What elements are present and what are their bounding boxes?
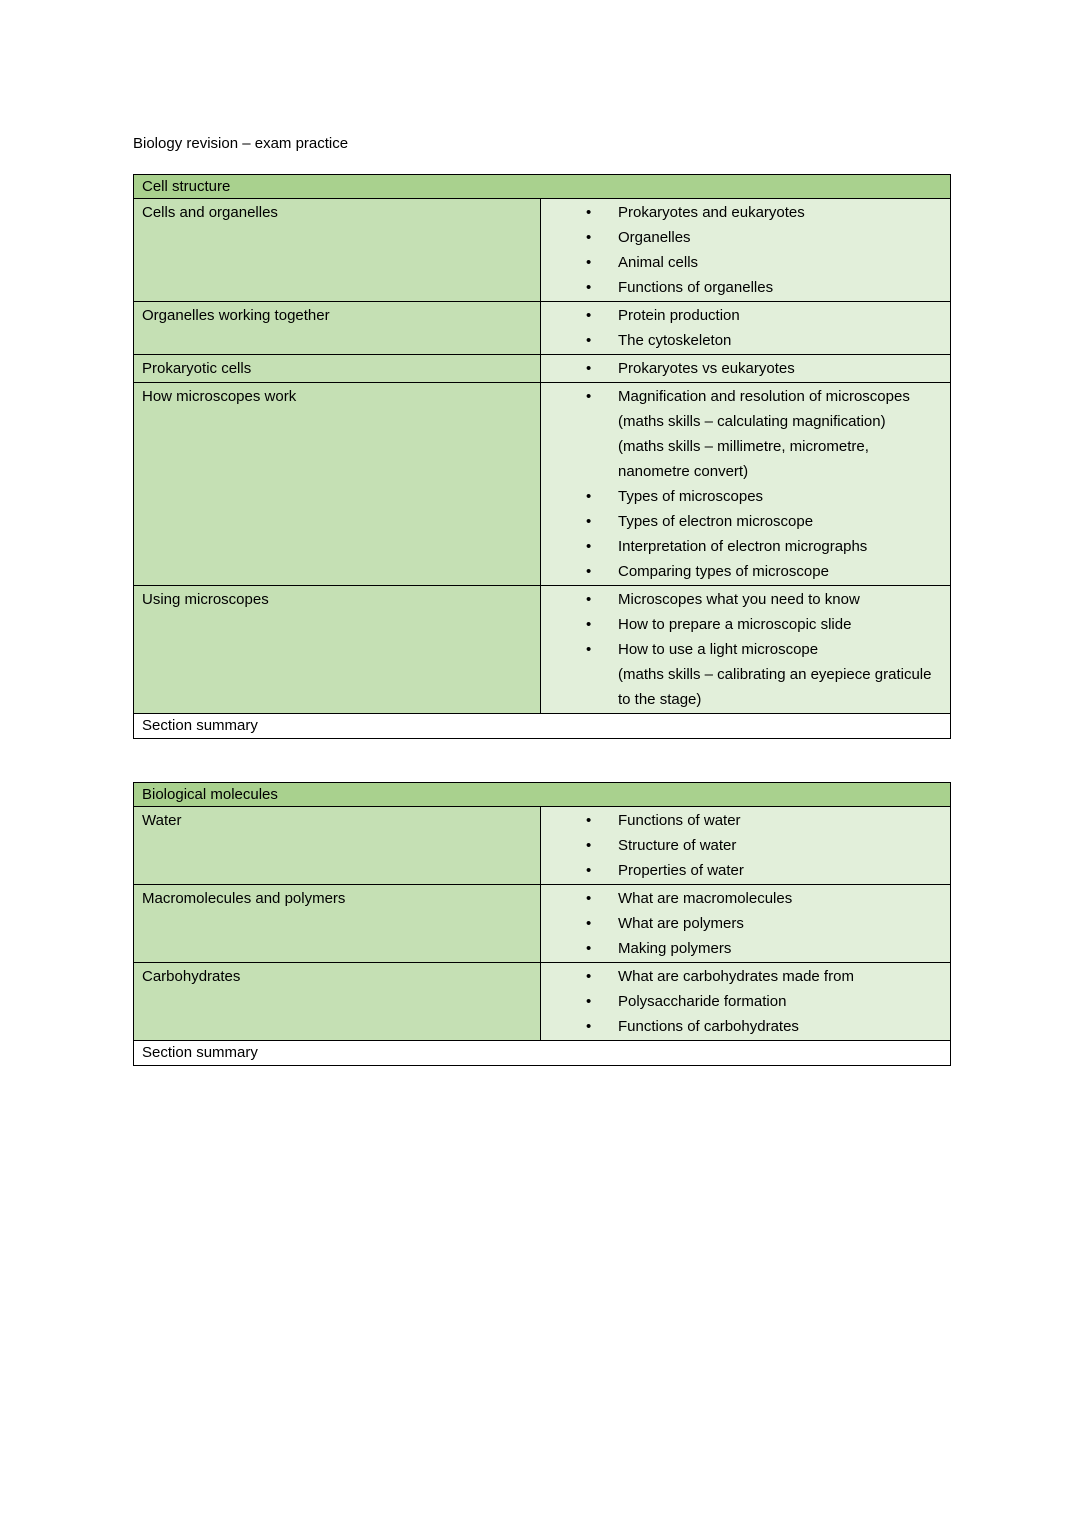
bullet-text: What are polymers	[618, 915, 744, 932]
topic-cell: Cells and organelles	[134, 199, 541, 302]
table-title: Cell structure	[134, 175, 951, 199]
bullet-item	[541, 936, 942, 961]
bullet-text: (maths skills – millimetre, micrometre, nanometre convert)	[618, 438, 869, 480]
bullet-icon: •	[586, 332, 592, 349]
bullet-item	[541, 200, 942, 225]
bullet-list	[541, 587, 942, 712]
bullet-text: Functions of water	[618, 812, 741, 829]
bullet-text: Functions of organelles	[618, 279, 774, 296]
bullet-item	[541, 328, 942, 353]
topic-table	[133, 174, 951, 739]
bullet-item	[541, 303, 942, 328]
bullet-item	[541, 384, 942, 484]
table-row	[134, 807, 951, 885]
bullet-text: The cytoskeleton	[618, 332, 732, 349]
table-row	[134, 586, 951, 714]
bullet-item	[541, 886, 942, 911]
bullet-item	[541, 637, 942, 712]
bullet-text: Protein production	[618, 307, 740, 324]
bullet-text: Prokaryotes vs eukaryotes	[618, 360, 795, 377]
bullet-text: Types of electron microscope	[618, 513, 814, 530]
bullet-text: What are carbohydrates made from	[618, 968, 854, 985]
bullet-icon: •	[586, 968, 592, 985]
bullet-item	[541, 911, 942, 936]
bullet-item	[541, 808, 942, 833]
bullet-icon: •	[586, 837, 592, 854]
document-title: Biology revision – exam practice	[133, 135, 349, 152]
table-row	[134, 885, 951, 963]
table-header-row	[134, 175, 951, 199]
bullet-icon: •	[586, 1018, 592, 1035]
bullets-cell	[541, 885, 951, 963]
bullet-icon: •	[586, 488, 592, 505]
bullet-text: Animal cells	[618, 254, 699, 271]
bullet-item	[541, 833, 942, 858]
bullet-text: (maths skills – calibrating an eyepiece graticule to the stage)	[618, 666, 932, 708]
bullet-item	[541, 484, 942, 509]
bullet-icon: •	[586, 563, 592, 580]
bullet-text: Making polymers	[618, 940, 732, 957]
topic-cell: Using microscopes	[134, 586, 541, 714]
bullet-icon: •	[586, 254, 592, 271]
bullet-icon: •	[586, 993, 592, 1010]
bullet-text: Interpretation of electron micrographs	[618, 538, 868, 555]
bullet-icon: •	[586, 307, 592, 324]
bullets-cell	[541, 383, 951, 586]
section-summary: Section summary	[134, 1041, 951, 1066]
table-row	[134, 963, 951, 1041]
bullet-item	[541, 356, 942, 381]
bullet-icon: •	[586, 204, 592, 221]
bullet-text: Comparing types of microscope	[618, 563, 829, 580]
table-row	[134, 302, 951, 355]
bullet-item	[541, 612, 942, 637]
table-row	[134, 199, 951, 302]
bullet-text: Organelles	[618, 229, 691, 246]
topic-cell: Prokaryotic cells	[134, 355, 541, 383]
bullets-cell	[541, 807, 951, 885]
bullet-text: How to use a light microscope	[618, 641, 819, 658]
bullet-item	[541, 559, 942, 584]
bullet-icon: •	[586, 862, 592, 879]
bullet-icon: •	[586, 591, 592, 608]
bullet-list	[541, 886, 942, 961]
topic-cell: Organelles working together	[134, 302, 541, 355]
bullet-text: Types of microscopes	[618, 488, 764, 505]
bullet-list	[541, 964, 942, 1039]
table-header-row	[134, 783, 951, 807]
bullets-cell	[541, 355, 951, 383]
bullets-cell	[541, 199, 951, 302]
bullet-item	[541, 858, 942, 883]
topic-cell: How microscopes work	[134, 383, 541, 586]
bullet-item	[541, 989, 942, 1014]
bullet-text: Microscopes what you need to know	[618, 591, 860, 608]
bullet-text: Structure of water	[618, 837, 737, 854]
bullet-list	[541, 384, 942, 584]
section-summary: Section summary	[134, 714, 951, 739]
bullet-icon: •	[586, 812, 592, 829]
section-summary-row	[134, 1041, 951, 1066]
bullet-icon: •	[586, 940, 592, 957]
bullet-icon: •	[586, 279, 592, 296]
bullet-item	[541, 534, 942, 559]
bullet-item	[541, 250, 942, 275]
bullet-text: Polysaccharide formation	[618, 993, 787, 1010]
bullet-icon: •	[586, 915, 592, 932]
bullet-item	[541, 1014, 942, 1039]
bullet-list	[541, 200, 942, 300]
bullets-cell	[541, 963, 951, 1041]
bullets-cell	[541, 586, 951, 714]
topic-cell: Water	[134, 807, 541, 885]
bullet-list	[541, 356, 942, 381]
topic-cell: Carbohydrates	[134, 963, 541, 1041]
bullet-text: Magnification and resolution of microscopes	[618, 388, 910, 405]
bullet-icon: •	[586, 890, 592, 907]
table-title: Biological molecules	[134, 783, 951, 807]
bullet-item	[541, 275, 942, 300]
bullet-text: (maths skills – calculating magnification)	[618, 413, 886, 430]
bullet-list	[541, 808, 942, 883]
bullet-text: Properties of water	[618, 862, 744, 879]
bullet-icon: •	[586, 616, 592, 633]
bullet-icon: •	[586, 360, 592, 377]
bullet-item	[541, 509, 942, 534]
document-content	[133, 135, 951, 1109]
bullet-text: Prokaryotes and eukaryotes	[618, 204, 805, 221]
bullet-icon: •	[586, 641, 592, 658]
bullet-list	[541, 303, 942, 353]
table-row	[134, 355, 951, 383]
topic-table	[133, 782, 951, 1066]
bullet-text: How to prepare a microscopic slide	[618, 616, 852, 633]
bullet-icon: •	[586, 229, 592, 246]
tables-container	[133, 174, 951, 1066]
bullet-icon: •	[586, 538, 592, 555]
bullet-item	[541, 225, 942, 250]
bullet-item	[541, 587, 942, 612]
table-row	[134, 383, 951, 586]
bullet-text: What are macromolecules	[618, 890, 793, 907]
bullet-icon: •	[586, 388, 592, 405]
bullet-text: Functions of carbohydrates	[618, 1018, 799, 1035]
bullet-icon: •	[586, 513, 592, 530]
topic-cell: Macromolecules and polymers	[134, 885, 541, 963]
bullet-item	[541, 964, 942, 989]
bullets-cell	[541, 302, 951, 355]
section-summary-row	[134, 714, 951, 739]
